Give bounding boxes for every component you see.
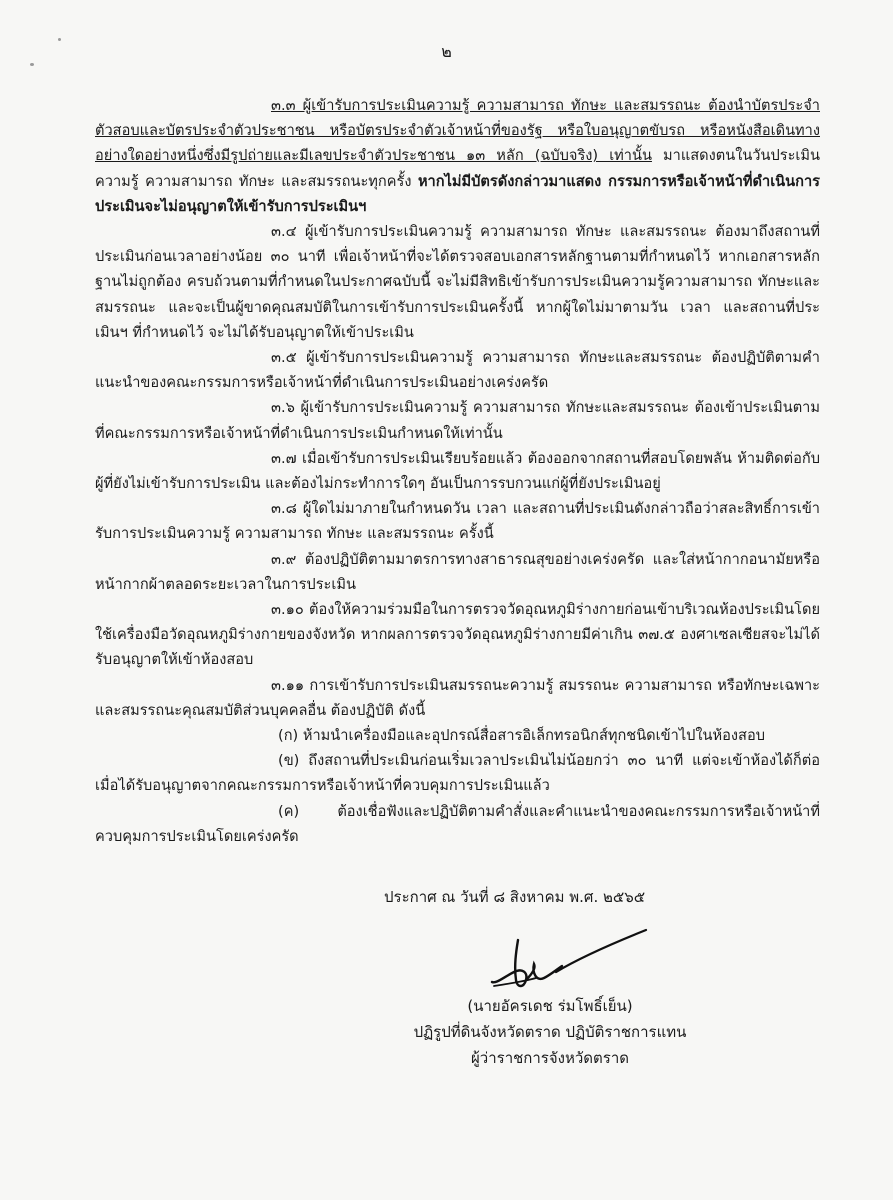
clause-3-9: ๓.๙ ต้องปฏิบัติตามมาตรการทางสาธารณสุขอย่างเคร่งครัด และใส่หน้ากากอนามัยหรือหน้ากากผ้าตลอดระยะเวลาในการประเมิน	[95, 550, 820, 593]
clause-3-8: ๓.๘ ผู้ใดไม่มาภายในกำหนดวัน เวลา และสถานที่ประเมินดังกล่าวถือว่าสละสิทธิ์การเข้ารับการประเมินความรู้ ความสามารถ ทักษะ และสมรรถนะ ครั้งนี้	[95, 500, 820, 543]
clause-3-7: ๓.๗ เมื่อเข้ารับการประเมินเรียบร้อยแล้ว ต้องออกจากสถานที่สอบโดยพลัน ห้ามติดต่อกับผู้ที่ยังไม่เข้ารับการประเมิน และต้องไม่กระทำการใดๆ อันเป็นการรบกวนแก่ผู้ที่ยังประเมินอยู่	[95, 449, 820, 493]
clause-3-6: ๓.๖ ผู้เข้ารับการประเมินความรู้ ความสามารถ ทักษะและสมรรถนะ ต้องเข้าประเมินตามที่คณะกรรมการหรือเจ้าหน้าที่ดำเนินการประเมินกำหนดให้เท่านั้น	[95, 399, 820, 442]
clause-3-11: ๓.๑๑ การเข้ารับการประเมินสมรรถนะความรู้ สมรรถนะ ความสามารถ หรือทักษะเฉพาะและสมรรถนะคุณสมบัติส่วนบุคคลอื่น ต้องปฏิบัติ ดังนี้	[95, 676, 820, 719]
signature-block	[380, 993, 720, 1071]
sub-item-a: (ก) ห้ามนำเครื่องมือและอุปกรณ์สื่อสารอิเล็กทรอนิกส์ทุกชนิดเข้าไปในห้องสอบ	[278, 727, 765, 745]
clause-3-10: ๓.๑๐ ต้องให้ความร่วมมือในการตรวจวัดอุณหภูมิร่างกายก่อนเข้าบริเวณห้องประเมินโดยใช้เครื่องมือวัดอุณหภูมิร่างกายของจังหวัด หากผลการตรวจวัดอุณหภูมิร่างกายมีค่าเกิน ๓๗.๕ องศาเซลเซียสจะไม่ได้รับอนุญาตให้เข้าห้องสอบ	[95, 601, 820, 669]
clause-3-4: ๓.๔ ผู้เข้ารับการประเมินความรู้ ความสามารถ ทักษะ และสมรรถนะ ต้องมาถึงสถานที่ประเมินก่อนเวลาอย่างน้อย ๓๐ นาที เพื่อเจ้าหน้าที่จะได้ตรวจสอบเอกสารหลักฐานตามที่กำหนดไว้ หากเอกสารหลักฐานไม่ถูกต้อง ครบถ้วนตามที่กำหนดในประกาศฉบับนี้ จะไม่มีสิทธิเข้ารับการประเมินความรู้ความสามารถ ทักษะและสมรรถนะ และจะเป็นผู้ขาดคุณสมบัติในการเข้ารับการประเมินครั้งนี้ หากผู้ใดไม่มาตามวัน เวลา และสถานที่ประเมินฯ ที่กำหนดไว้ จะไม่ได้รับอนุญาตให้เข้าประเมิน	[95, 223, 820, 341]
page-number: ๒	[441, 42, 452, 61]
clause-3-5: ๓.๕ ผู้เข้ารับการประเมินความรู้ ความสามารถ ทักษะและสมรรถนะ ต้องปฏิบัติตามคำแนะนำของคณะกรรมการหรือเจ้าหน้าที่ดำเนินการประเมินอย่างเคร่งครัด	[95, 349, 820, 392]
clause-3-3-normal: มาแสดงตนในวันประเมินความรู้ ความสามารถ ทักษะ และสมรรถนะทุกครั้ง	[95, 147, 820, 190]
clause-3-3-underlined: ๓.๓ ผู้เข้ารับการประเมินความรู้ ความสามารถ ทักษะ และสมรรถนะ ต้องนำบัตรประจำตัวสอบและบัตรประจำตัวประชาชน หรือบัตรประจำตัวเจ้าหน้าที่ของรัฐ หรือใบอนุญาตขับรถ หรือหนังสือเดินทางอย่างใดอย่างหนึ่งซึ่งมีรูปถ่ายและมีเลขประจำตัวประชาชน ๑๓ หลัก (ฉบับจริง) เท่านั้น	[95, 97, 820, 165]
signatory-name: (นายอัครเดช ร่มโพธิ์เย็น)	[467, 997, 633, 1015]
clause-3-3-bold: หากไม่มีบัตรดังกล่าวมาแสดง กรรมการหรือเจ้าหน้าที่ดำเนินการประเมินจะไม่อนุญาตให้เข้ารับการประเมินฯ	[95, 172, 820, 215]
clause-3-3	[95, 93, 820, 219]
announcement-date: ประกาศ ณ วันที่ ๘ สิงหาคม พ.ศ. ๒๕๖๕	[384, 888, 646, 906]
handwritten-signature	[486, 922, 650, 994]
body-text	[95, 93, 820, 849]
sub-item-c: (ค) ต้องเชื่อฟังและปฏิบัติตามคำสั่งและคำแนะนำของคณะกรรมการหรือเจ้าหน้าที่ควบคุมการประเมินโดยเคร่งครัด	[95, 802, 820, 845]
signatory-title-line2: ผู้ว่าราชการจังหวัดตราด	[471, 1049, 629, 1067]
signatory-title-line1: ปฏิรูปที่ดินจังหวัดตราด ปฏิบัติราชการแทน	[413, 1023, 687, 1041]
sub-item-b: (ข) ถึงสถานที่ประเมินก่อนเริ่มเวลาประเมินไม่น้อยกว่า ๓๐ นาที แต่จะเข้าห้องได้ก็ต่อเมื่อได้รับอนุญาตจากคณะกรรมการหรือเจ้าหน้าที่ควบคุมการประเมินแล้ว	[95, 752, 820, 795]
